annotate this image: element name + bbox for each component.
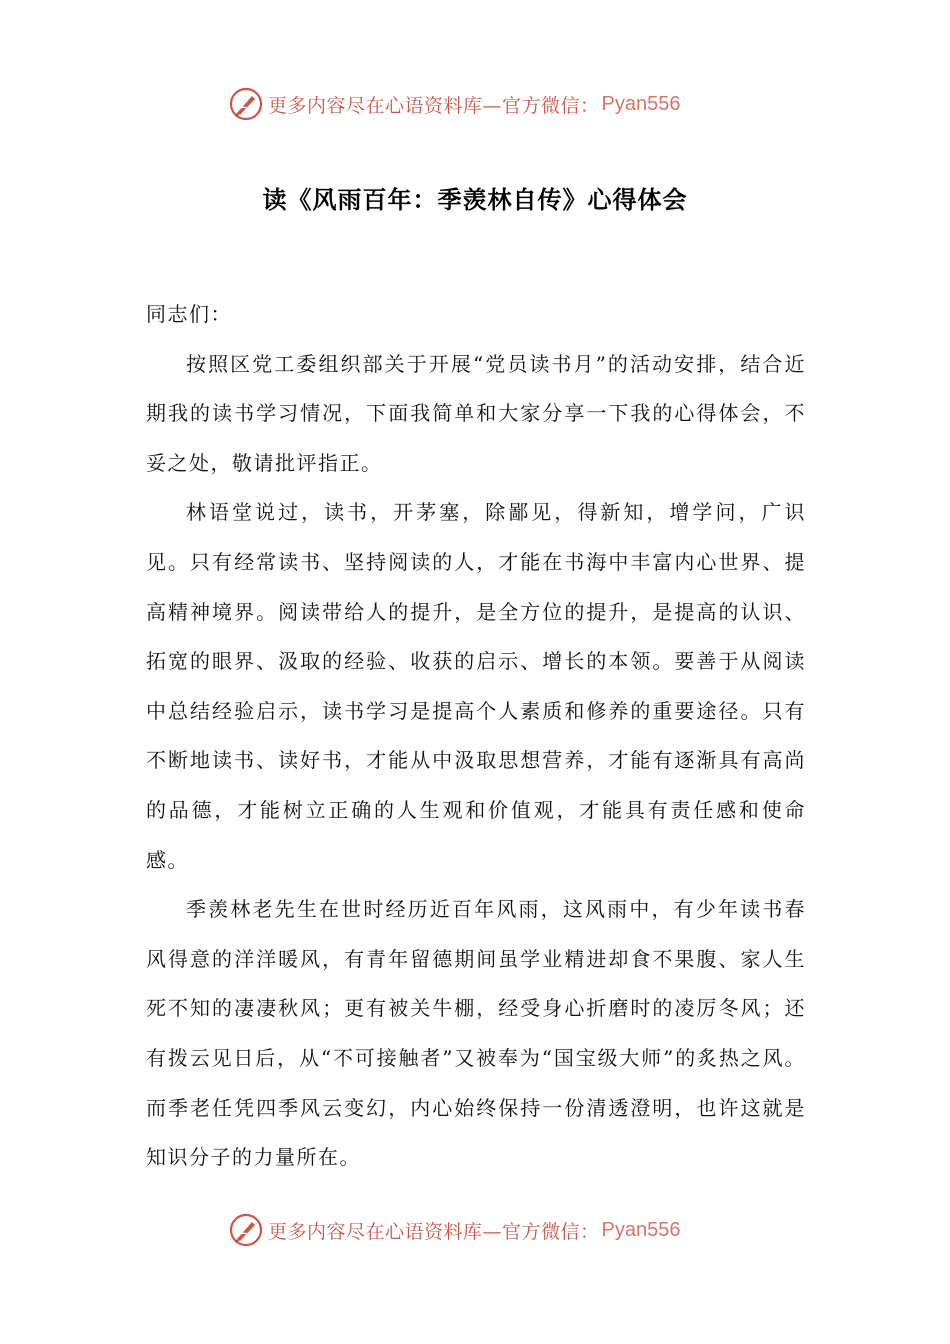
document-body (146, 290, 806, 1183)
paragraph: 按照区党工委组织部关于开展“党员读书月”的活动安排，结合近期我的读书学习情况，下面我简单和大家分享一下我的心得体会，不妥之处，敬请批评指正。 (146, 351, 806, 475)
watermark-banner-top (228, 84, 748, 124)
pen-logo-icon (228, 1212, 264, 1248)
paragraph: 季羡林老先生在世时经历近百年风雨，这风雨中，有少年读书春风得意的洋洋暖风，有青年留德期间虽学业精进却食不果腹、家人生死不知的凄凄秋风；更有被关牛棚，经受身心折磨时的凌厉冬风；还有拨云见日后，从“不可接触者”又被奉为“国宝级大师”的炙热之风。而季老任凭四季风云变幻，内心始终保持一份清透澄明，也许这就是知识分子的力量所在。 (146, 897, 806, 1170)
watermark-banner-bottom (228, 1210, 748, 1250)
watermark-text: 更多内容尽在心语资料库—官方微信： (268, 94, 600, 117)
watermark-text: 更多内容尽在心语资料库—官方微信： (268, 1220, 600, 1243)
salutation: 同志们： (146, 302, 232, 326)
watermark-wechat-id: Pyan556 (601, 1218, 681, 1241)
pen-logo-icon (228, 86, 264, 122)
watermark-wechat-id: Pyan556 (601, 92, 681, 115)
paragraph: 林语堂说过，读书，开茅塞，除鄙见，得新知，增学问，广识见。只有经常读书、坚持阅读的人，才能在书海中丰富内心世界、提高精神境界。阅读带给人的提升，是全方位的提升，是提高的认识、拓宽的眼界、汲取的经验、收获的启示、增长的本领。要善于从阅读中总结经验启示，读书学习是提高个人素质和修养的重要途径。只有不断地读书、读好书，才能从中汲取思想营养，才能有逐渐具有高尚的品德，才能树立正确的人生观和价值观，才能具有责任感和使命感。 (146, 500, 806, 872)
document-title: 读《风雨百年：季羡林自传》心得体会 (262, 186, 688, 214)
